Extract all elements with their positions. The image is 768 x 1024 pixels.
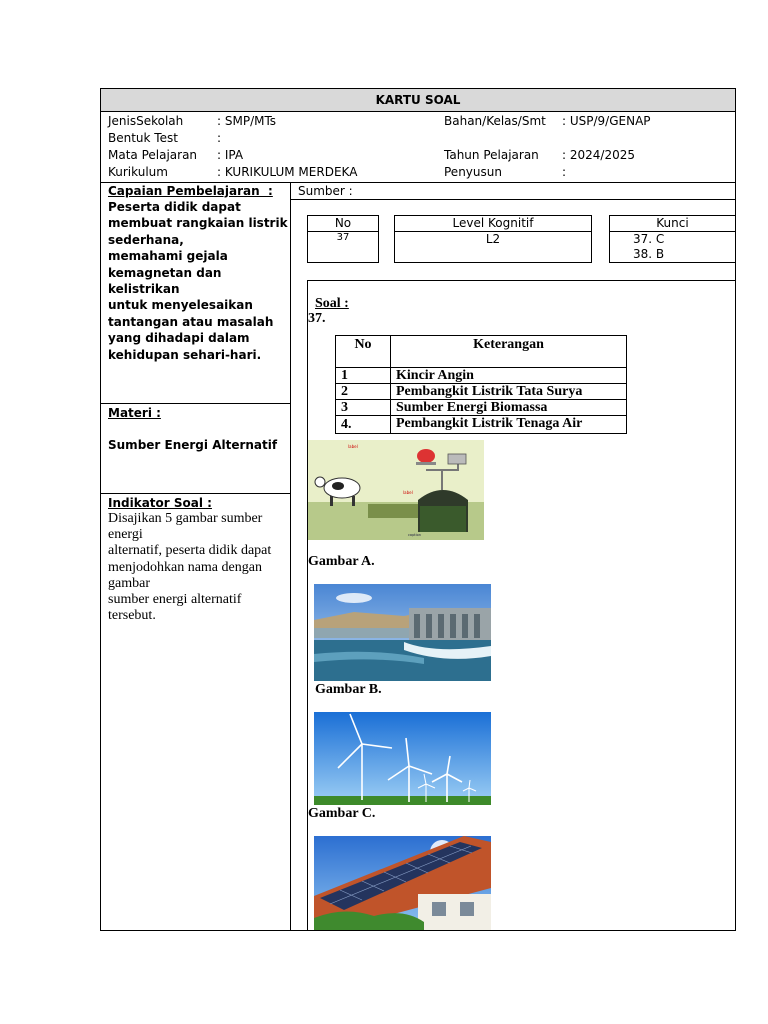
table-header-row xyxy=(336,336,627,368)
sumber-label: Sumber : xyxy=(298,184,353,198)
table-cell-no: 1 xyxy=(336,368,391,384)
table-row xyxy=(336,400,627,416)
divider-left-column xyxy=(290,182,291,931)
level-box-label: Level Kognitif xyxy=(452,216,534,230)
indikator-heading: Indikator Soal : xyxy=(108,496,212,510)
table-cell-text: Pembangkit Listrik Tata Surya xyxy=(391,384,627,400)
image-b-caption: Gambar B. xyxy=(315,682,382,697)
wind-turbines-image xyxy=(314,712,491,805)
capaian-line: Peserta didik dapat xyxy=(108,200,241,214)
indikator-line: Disajikan 5 gambar sumber xyxy=(108,511,263,526)
capaian-line: membuat rangkaian listrik xyxy=(108,216,288,231)
indikator-line: alternatif, peserta didik dapat xyxy=(108,543,272,559)
identity-value: : KURIKULUM MERDEKA xyxy=(217,165,358,179)
table-header-keterangan: Keterangan xyxy=(391,336,627,368)
identity-label: Bentuk Test xyxy=(108,131,178,145)
table-header-no: No xyxy=(336,336,391,368)
identity-right-penyusun xyxy=(444,164,724,181)
identity-label: Mata Pelajaran xyxy=(108,148,198,162)
table-cell-no: 3 xyxy=(336,400,391,416)
identity-row-mata-pelajaran xyxy=(108,147,408,164)
identity-label: Kurikulum xyxy=(108,165,168,179)
level-box-value: L2 xyxy=(485,232,501,246)
identity-value: : USP/9/GENAP xyxy=(562,114,651,128)
hydro-dam-image xyxy=(314,584,491,681)
identity-value: : IPA xyxy=(217,148,244,162)
capaian-line: sederhana, xyxy=(108,232,184,247)
table-cell-text: Pembangkit Listrik Tenaga Air xyxy=(391,416,627,434)
indikator-line: menjodohkan nama dengan xyxy=(108,559,262,575)
divider-meta-bottom xyxy=(307,280,736,281)
table-cell-text: Sumber Energi Biomassa xyxy=(391,400,627,416)
divider-sumber xyxy=(290,199,736,200)
identity-value: : xyxy=(562,165,567,179)
materi-value: Sumber Energi Alternatif xyxy=(108,438,278,452)
svg-text:label: label xyxy=(348,444,358,449)
capaian-line: tantangan atau masalah xyxy=(108,314,274,329)
svg-text:label: label xyxy=(403,490,413,495)
indikator-text xyxy=(108,511,290,624)
capaian-line: kehidupan sehari-hari. xyxy=(108,347,262,362)
indikator-line: energi xyxy=(108,527,143,543)
indikator-line: sumber energi alternatif xyxy=(108,592,242,608)
table-cell-no: 2 xyxy=(336,384,391,400)
identity-value: : 2024/2025 xyxy=(562,148,635,162)
identity-label: Penyusun xyxy=(444,165,502,179)
identity-row-jenis-sekolah xyxy=(108,113,408,130)
table-cell-text: Kincir Angin xyxy=(391,368,627,384)
identity-right-tahun xyxy=(444,147,724,164)
solar-roof-image xyxy=(314,836,491,930)
soal-heading: Soal : xyxy=(315,296,349,311)
capaian-heading: Capaian Pembelajaran : xyxy=(108,184,273,198)
identity-left xyxy=(108,113,408,181)
image-a-caption: Gambar A. xyxy=(308,554,375,569)
kunci-box-divider xyxy=(609,231,736,232)
kunci-box-label: Kunci xyxy=(656,216,689,230)
kunci-value: 37. C xyxy=(633,232,665,246)
kunci-value: 38. B xyxy=(633,247,665,261)
identity-value: : SMP/MTs xyxy=(217,114,277,128)
indikator-line: gambar xyxy=(108,575,150,591)
divider-capaian-materi xyxy=(100,403,290,404)
soal-number: 37. xyxy=(308,311,326,326)
svg-text:caption: caption xyxy=(408,533,421,537)
card-title: KARTU SOAL xyxy=(375,93,461,107)
no-box-value: 37 xyxy=(336,232,350,243)
identity-label: Tahun Pelajaran xyxy=(444,148,539,162)
image-c-caption: Gambar C. xyxy=(308,806,376,821)
identity-label: Bahan/Kelas/Smt xyxy=(444,114,546,128)
table-row xyxy=(336,416,627,434)
indikator-line: tersebut. xyxy=(108,608,156,624)
no-box-label: No xyxy=(334,216,352,230)
materi-heading: Materi : xyxy=(108,406,161,420)
capaian-line: untuk menyelesaikan xyxy=(108,298,253,313)
identity-value: : xyxy=(217,131,222,145)
capaian-line: kemagnetan dan kelistrikan xyxy=(108,265,222,297)
divider-inner-content xyxy=(307,280,308,931)
identity-label: JenisSekolah xyxy=(108,114,184,128)
identity-row-bentuk-test xyxy=(108,130,408,147)
capaian-text xyxy=(108,199,288,363)
table-row xyxy=(336,368,627,384)
table-row xyxy=(336,384,627,400)
identity-right-bahan xyxy=(444,113,724,130)
identity-row-kurikulum xyxy=(108,164,408,181)
table-cell-no: 4. xyxy=(336,416,391,434)
biomass-illustration-image xyxy=(308,440,484,540)
divider-identity xyxy=(100,182,736,183)
capaian-line: yang dihadapi dalam xyxy=(108,331,250,346)
capaian-line: memahami gejala xyxy=(108,249,228,264)
divider-materi-indikator xyxy=(100,493,290,494)
keterangan-table xyxy=(335,335,627,434)
